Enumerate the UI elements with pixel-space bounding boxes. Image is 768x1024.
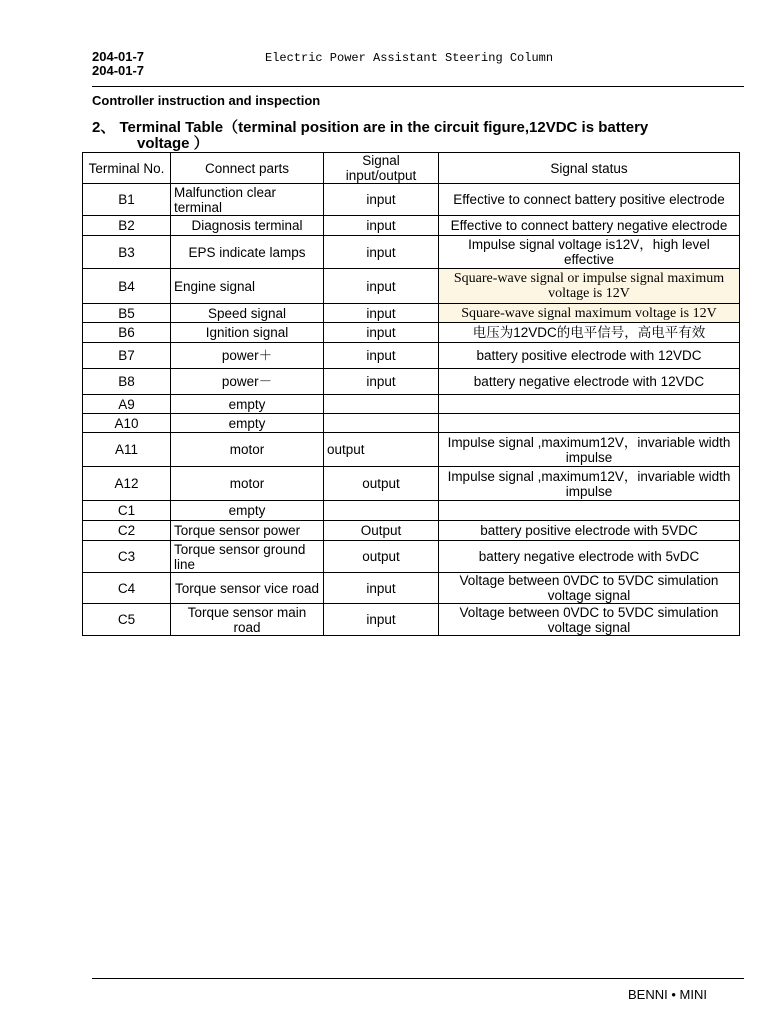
cell-connect-part: power－ — [171, 369, 324, 395]
cell-signal-status: battery negative electrode with 12VDC — [439, 369, 740, 395]
column-header-signal-status: Signal status — [439, 153, 740, 184]
cell-signal-status: Impulse signal ,maximum12V，invariable width impulse — [439, 433, 740, 467]
cell-signal-io: Output — [324, 521, 439, 541]
doc-title: Electric Power Assistant Steering Column — [265, 51, 554, 65]
cell-signal-status: Effective to connect battery negative electrode — [439, 216, 740, 236]
cell-terminal-no: C3 — [83, 541, 171, 573]
cell-signal-io: input — [324, 304, 439, 323]
cell-connect-part: motor — [171, 433, 324, 467]
cell-terminal-no: B1 — [83, 184, 171, 216]
cell-connect-part: Engine signal — [171, 269, 324, 304]
footer-brand: BENNI • MINI — [628, 987, 707, 1002]
cell-connect-part: Torque sensor main road — [171, 604, 324, 636]
doc-code: 204-01-7 — [92, 49, 145, 64]
table-row — [83, 184, 740, 216]
column-header-signal-io: Signal input/output — [324, 153, 439, 184]
cell-connect-part: Torque sensor vice road — [171, 573, 324, 604]
table-header-row — [83, 153, 740, 184]
table-heading-line1: 2、 Terminal Table（terminal position are in the circuit figure,12VDC is battery — [92, 119, 649, 136]
cell-terminal-no: B5 — [83, 304, 171, 323]
cell-signal-status — [439, 501, 740, 521]
cell-signal-status — [439, 414, 740, 433]
cell-signal-status: Square-wave signal maximum voltage is 12V — [439, 304, 740, 323]
cell-connect-part: empty — [171, 501, 324, 521]
table-row — [83, 467, 740, 501]
table-row — [83, 236, 740, 269]
cell-connect-part: Torque sensor power — [171, 521, 324, 541]
cell-signal-status: 电压为12VDC的电平信号，高电平有效 — [439, 323, 740, 343]
table-row — [83, 521, 740, 541]
table-heading — [92, 120, 742, 152]
cell-terminal-no: C5 — [83, 604, 171, 636]
cell-terminal-no: A9 — [83, 395, 171, 414]
cell-connect-part: Torque sensor ground line — [171, 541, 324, 573]
table-row — [83, 573, 740, 604]
section-title: Controller instruction and inspection — [92, 93, 321, 108]
cell-connect-part: motor — [171, 467, 324, 501]
cell-signal-io: input — [324, 369, 439, 395]
cell-signal-io: output — [324, 541, 439, 573]
cell-signal-status: battery negative electrode with 5vDC — [439, 541, 740, 573]
cell-signal-io — [324, 395, 439, 414]
cell-signal-io — [324, 501, 439, 521]
cell-connect-part: power＋ — [171, 343, 324, 369]
column-header-terminal-no: Terminal No. — [83, 153, 171, 184]
table-row — [83, 541, 740, 573]
cell-signal-status — [439, 395, 740, 414]
cell-signal-io: input — [324, 604, 439, 636]
column-header-connect-parts: Connect parts — [171, 153, 324, 184]
cell-signal-status: Impulse signal voltage is12V，high level effective — [439, 236, 740, 269]
cell-signal-io: input — [324, 216, 439, 236]
cell-terminal-no: A11 — [83, 433, 171, 467]
cell-signal-io: input — [324, 323, 439, 343]
doc-code-repeat: 204-01-7 — [92, 63, 145, 78]
table-heading-line2: voltage ） — [137, 135, 209, 152]
cell-terminal-no: C4 — [83, 573, 171, 604]
cell-signal-io: output — [324, 467, 439, 501]
cell-signal-io: input — [324, 184, 439, 216]
cell-terminal-no: B6 — [83, 323, 171, 343]
cell-terminal-no: A10 — [83, 414, 171, 433]
table-row — [83, 604, 740, 636]
cell-connect-part: Ignition signal — [171, 323, 324, 343]
cell-connect-part: Diagnosis terminal — [171, 216, 324, 236]
cell-terminal-no: A12 — [83, 467, 171, 501]
cell-signal-io: input — [324, 343, 439, 369]
cell-signal-status: Voltage between 0VDC to 5VDC simulation voltage signal — [439, 604, 740, 636]
cell-signal-io: input — [324, 573, 439, 604]
cell-connect-part: EPS indicate lamps — [171, 236, 324, 269]
cell-signal-status: battery positive electrode with 5VDC — [439, 521, 740, 541]
cell-terminal-no: B4 — [83, 269, 171, 304]
table-row — [83, 343, 740, 369]
cell-signal-status: Square-wave signal or impulse signal maximum voltage is 12V — [439, 269, 740, 304]
terminal-table — [82, 152, 740, 636]
cell-terminal-no: B7 — [83, 343, 171, 369]
table-row — [83, 414, 740, 433]
table-row — [83, 269, 740, 304]
header-divider — [92, 86, 744, 87]
cell-connect-part: empty — [171, 414, 324, 433]
cell-terminal-no: B8 — [83, 369, 171, 395]
table-row — [83, 369, 740, 395]
table-row — [83, 323, 740, 343]
cell-signal-io — [324, 414, 439, 433]
table-row — [83, 501, 740, 521]
cell-signal-io: input — [324, 269, 439, 304]
cell-terminal-no: B3 — [83, 236, 171, 269]
table-row — [83, 433, 740, 467]
cell-signal-io: output — [324, 433, 439, 467]
cell-signal-status: Voltage between 0VDC to 5VDC simulation voltage signal — [439, 573, 740, 604]
footer-divider — [92, 978, 744, 979]
cell-terminal-no: C2 — [83, 521, 171, 541]
cell-connect-part: Malfunction clear terminal — [171, 184, 324, 216]
cell-signal-status: Effective to connect battery positive electrode — [439, 184, 740, 216]
table-row — [83, 395, 740, 414]
cell-connect-part: empty — [171, 395, 324, 414]
cell-connect-part: Speed signal — [171, 304, 324, 323]
cell-terminal-no: C1 — [83, 501, 171, 521]
cell-signal-status: battery positive electrode with 12VDC — [439, 343, 740, 369]
cell-signal-status: Impulse signal ,maximum12V，invariable width impulse — [439, 467, 740, 501]
cell-terminal-no: B2 — [83, 216, 171, 236]
table-row — [83, 304, 740, 323]
cell-signal-io: input — [324, 236, 439, 269]
table-row — [83, 216, 740, 236]
